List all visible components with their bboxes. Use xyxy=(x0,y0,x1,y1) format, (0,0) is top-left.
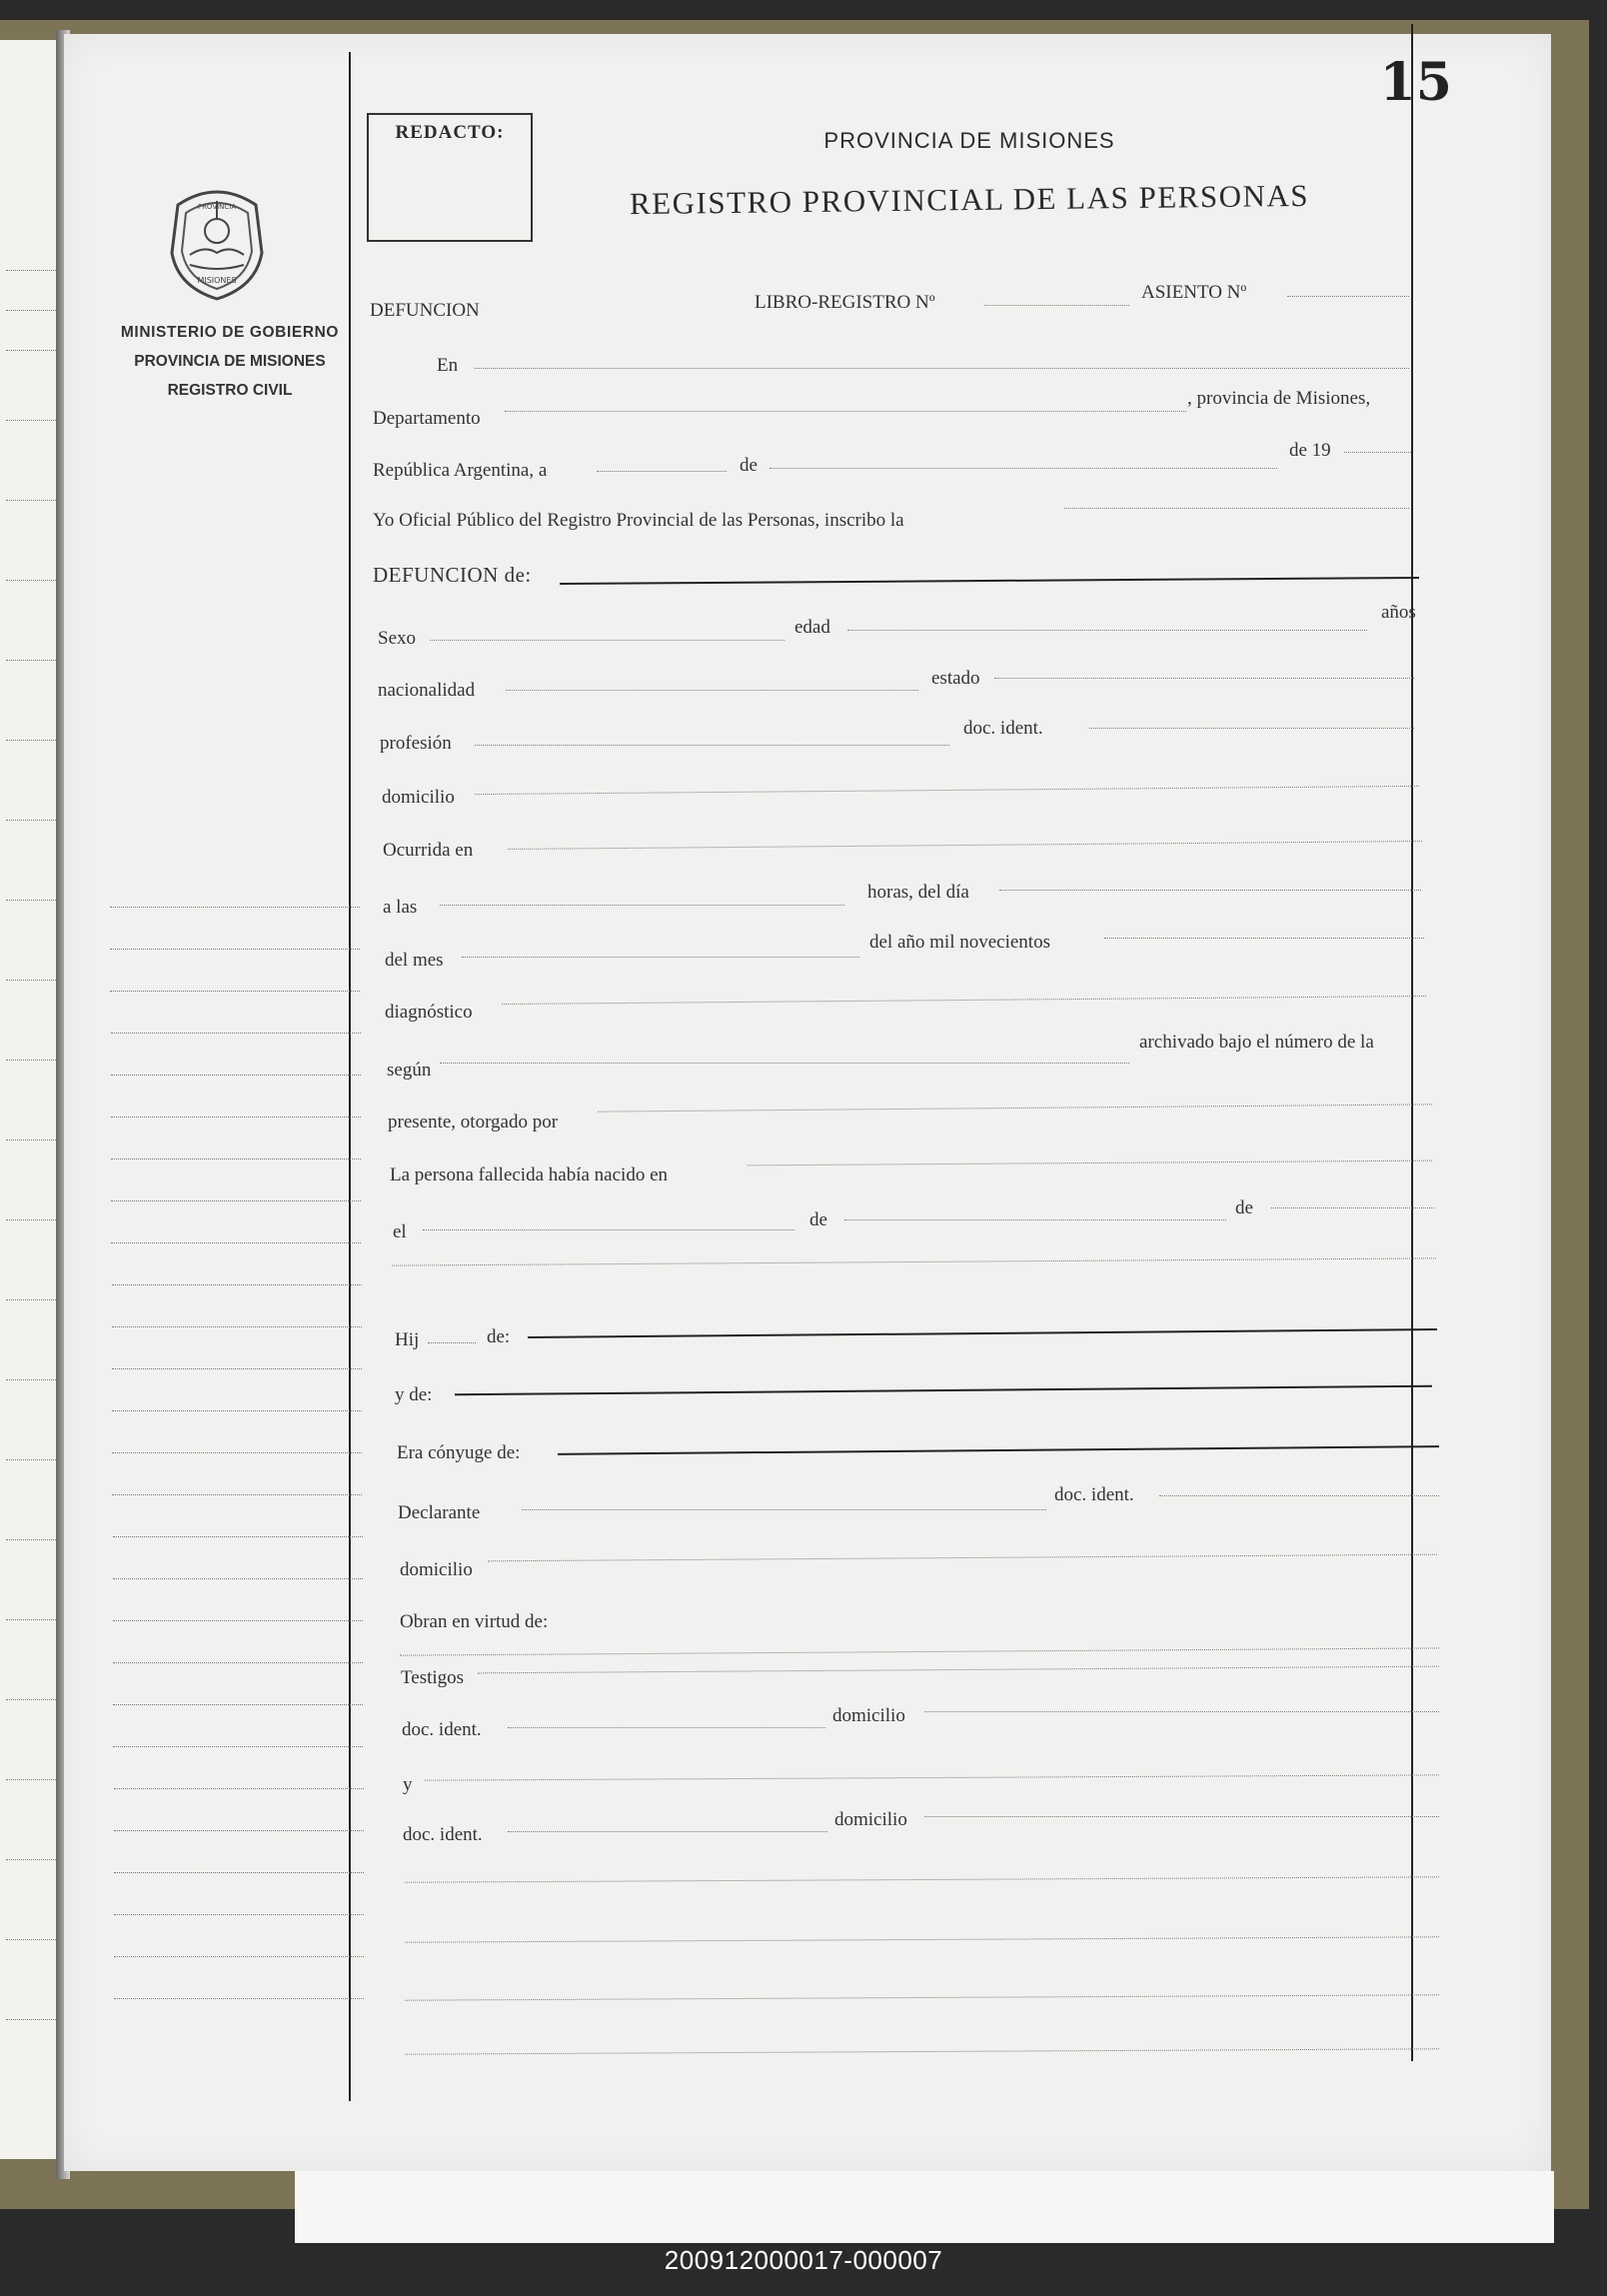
margin-note-line[interactable] xyxy=(112,1326,362,1327)
label-declarante: Declarante xyxy=(398,1502,481,1523)
label-en: En xyxy=(437,355,459,376)
seal-bottom-text: MISIONES xyxy=(197,276,237,285)
label-ocurrida: Ocurrida en xyxy=(383,840,474,861)
month-line[interactable] xyxy=(770,468,1277,469)
prev-page-rule xyxy=(6,1219,56,1220)
doc-ident-declarante-line[interactable] xyxy=(1159,1495,1439,1496)
birth-month-line[interactable] xyxy=(844,1219,1226,1220)
label-hij: Hij xyxy=(395,1329,420,1350)
margin-note-line[interactable] xyxy=(113,1662,363,1663)
year-line[interactable] xyxy=(1344,452,1411,453)
margin-note-line[interactable] xyxy=(110,907,360,908)
label-asiento: ASIENTO Nº xyxy=(1141,282,1247,303)
label-profesion: profesión xyxy=(380,733,452,754)
margin-note-line[interactable] xyxy=(111,1158,361,1159)
prev-page-rule xyxy=(6,420,56,421)
label-domicilio: domicilio xyxy=(382,787,455,808)
label-archivado: archivado bajo el número de la xyxy=(1139,1032,1374,1053)
label-edad: edad xyxy=(795,617,830,638)
doc-ident-line[interactable] xyxy=(1089,728,1414,729)
margin-note-line[interactable] xyxy=(113,1704,363,1705)
margin-note-line[interactable] xyxy=(114,1872,364,1873)
profesion-line[interactable] xyxy=(475,745,949,746)
label-presente: presente, otorgado por xyxy=(388,1112,559,1133)
margin-note-line[interactable] xyxy=(112,1494,362,1495)
prev-page-rule xyxy=(6,310,56,311)
prev-page-rule xyxy=(6,1939,56,1940)
birth-year-line[interactable] xyxy=(1271,1207,1434,1208)
margin-note-line[interactable] xyxy=(114,1830,364,1831)
label-sexo: Sexo xyxy=(378,628,416,649)
margin-note-line[interactable] xyxy=(113,1746,363,1747)
prev-page-rule xyxy=(6,1699,56,1700)
prev-page-rule xyxy=(6,900,56,901)
label-de-birth-month: de xyxy=(809,1209,827,1230)
margin-note-line[interactable] xyxy=(111,1075,361,1076)
right-frame-line xyxy=(1411,24,1413,2061)
margin-note-line[interactable] xyxy=(110,991,360,992)
label-conyuge: Era cónyuge de: xyxy=(397,1442,521,1463)
prev-page-rule xyxy=(6,580,56,581)
segun-line[interactable] xyxy=(440,1063,1129,1064)
prev-page-rule xyxy=(6,270,56,271)
margin-note-line[interactable] xyxy=(112,1452,362,1453)
margin-note-line[interactable] xyxy=(111,1117,361,1118)
edad-line[interactable] xyxy=(847,630,1367,631)
label-defuncion: DEFUNCION xyxy=(370,300,480,321)
label-domicilio-testigo1: domicilio xyxy=(832,1705,905,1726)
estado-line[interactable] xyxy=(994,678,1414,679)
label-estado: estado xyxy=(931,668,980,689)
prev-page-rule xyxy=(6,1379,56,1380)
prev-page-rule xyxy=(6,1299,56,1300)
label-del-ano: del año mil novecientos xyxy=(869,932,1050,953)
ministry-province-line: PROVINCIA DE MISIONES xyxy=(134,353,326,370)
label-de-19: de 19 xyxy=(1289,440,1331,461)
margin-note-line[interactable] xyxy=(113,1578,363,1579)
label-de-birth-year: de xyxy=(1235,1197,1253,1218)
label-persona-fallecida: La persona fallecida había nacido en xyxy=(390,1164,668,1185)
previous-page-edge xyxy=(0,40,62,2159)
prev-page-rule xyxy=(6,1060,56,1061)
page-number: 15 xyxy=(1379,52,1452,113)
redacto-label: REDACTO: xyxy=(395,122,505,143)
label-domicilio-testigo2: domicilio xyxy=(834,1809,907,1830)
label-doc-ident-testigo1: doc. ident. xyxy=(402,1719,482,1740)
dia-line[interactable] xyxy=(999,890,1421,891)
label-doc-ident-declarante: doc. ident. xyxy=(1054,1484,1134,1505)
margin-note-line[interactable] xyxy=(114,1914,364,1915)
en-line[interactable] xyxy=(475,368,1409,369)
margin-note-line[interactable] xyxy=(114,1788,364,1789)
margin-note-line[interactable] xyxy=(114,1998,364,1999)
registry-title: REGISTRO PROVINCIAL DE LAS PERSONAS xyxy=(629,177,1310,222)
label-doc-ident: doc. ident. xyxy=(963,718,1043,739)
margin-note-line[interactable] xyxy=(113,1536,363,1537)
declarante-line[interactable] xyxy=(522,1509,1046,1510)
provincial-seal xyxy=(160,183,274,303)
domicilio-testigo1-line[interactable] xyxy=(924,1711,1439,1712)
libro-registro-line[interactable] xyxy=(984,305,1129,306)
label-de-month: de xyxy=(740,455,758,476)
prev-page-rule xyxy=(6,1859,56,1860)
ministry-line: MINISTERIO DE GOBIERNO xyxy=(120,324,340,341)
label-domicilio-declarante: domicilio xyxy=(400,1559,473,1580)
nacionalidad-line[interactable] xyxy=(506,690,918,691)
seal-top-text: PROVINCIA xyxy=(197,203,237,211)
label-anos: años xyxy=(1381,602,1416,623)
prev-page-rule xyxy=(6,980,56,981)
label-segun: según xyxy=(387,1060,432,1081)
asiento-line[interactable] xyxy=(1287,296,1409,297)
margin-note-line[interactable] xyxy=(114,1956,364,1957)
margin-note-line[interactable] xyxy=(110,949,360,950)
label-provincia-misiones: , provincia de Misiones, xyxy=(1187,388,1371,409)
prev-page-rule xyxy=(6,1539,56,1540)
label-y-de: y de: xyxy=(395,1384,433,1405)
departamento-line[interactable] xyxy=(505,411,1186,412)
label-a-las: a las xyxy=(383,897,418,918)
margin-note-line[interactable] xyxy=(112,1368,362,1369)
hij-suffix-line[interactable] xyxy=(428,1342,476,1343)
label-yo-oficial: Yo Oficial Público del Registro Provincial de las Personas, inscribo la xyxy=(373,510,904,531)
prev-page-rule xyxy=(6,820,56,821)
label-defuncion-de: DEFUNCION de: xyxy=(373,563,532,587)
image-id-caption: 200912000017-000007 xyxy=(664,2245,943,2275)
page-bottom-strip xyxy=(295,2171,1554,2243)
label-hij-de: de: xyxy=(487,1326,511,1347)
mes-line[interactable] xyxy=(462,957,859,958)
ministry-registry-line: REGISTRO CIVIL xyxy=(167,382,293,399)
label-departamento: Departamento xyxy=(373,408,481,429)
domicilio-testigo2-line[interactable] xyxy=(924,1816,1439,1817)
margin-note-line[interactable] xyxy=(113,1620,363,1621)
hora-line[interactable] xyxy=(440,905,844,906)
prev-page-rule xyxy=(6,2019,56,2020)
sexo-line[interactable] xyxy=(430,640,785,641)
label-nacionalidad: nacionalidad xyxy=(378,680,476,701)
ano-line[interactable] xyxy=(1104,938,1424,939)
label-y: y xyxy=(403,1774,413,1795)
margin-note-line[interactable] xyxy=(112,1410,362,1411)
birth-day-line[interactable] xyxy=(423,1229,795,1230)
doc-ident-testigo1-line[interactable] xyxy=(508,1727,825,1728)
margin-note-line[interactable] xyxy=(112,1284,362,1285)
prev-page-rule xyxy=(6,740,56,741)
prev-page-rule xyxy=(6,350,56,351)
redacto-box xyxy=(367,113,533,242)
label-obran: Obran en virtud de: xyxy=(400,1611,549,1632)
label-horas: horas, del día xyxy=(867,882,969,903)
inscribo-line[interactable] xyxy=(1064,508,1409,509)
margin-note-line[interactable] xyxy=(111,1033,361,1034)
label-libro-registro: LIBRO-REGISTRO Nº xyxy=(755,292,935,313)
prev-page-rule xyxy=(6,1779,56,1780)
prev-page-rule xyxy=(6,500,56,501)
label-republica: República Argentina, a xyxy=(373,460,548,481)
prev-page-rule xyxy=(6,1140,56,1141)
doc-ident-testigo2-line[interactable] xyxy=(508,1831,827,1832)
prev-page-rule xyxy=(6,1619,56,1620)
label-doc-ident-testigo2: doc. ident. xyxy=(403,1824,483,1845)
label-testigos: Testigos xyxy=(401,1667,465,1688)
day-line[interactable] xyxy=(597,471,727,472)
label-del-mes: del mes xyxy=(385,950,444,971)
label-el: el xyxy=(393,1221,407,1242)
margin-note-line[interactable] xyxy=(111,1242,361,1243)
prev-page-rule xyxy=(6,1459,56,1460)
label-diagnostico: diagnóstico xyxy=(385,1002,473,1023)
ministry-block xyxy=(95,318,365,405)
margin-note-line[interactable] xyxy=(111,1200,361,1201)
prev-page-rule xyxy=(6,660,56,661)
province-title: PROVINCIA DE MISIONES xyxy=(823,128,1115,153)
